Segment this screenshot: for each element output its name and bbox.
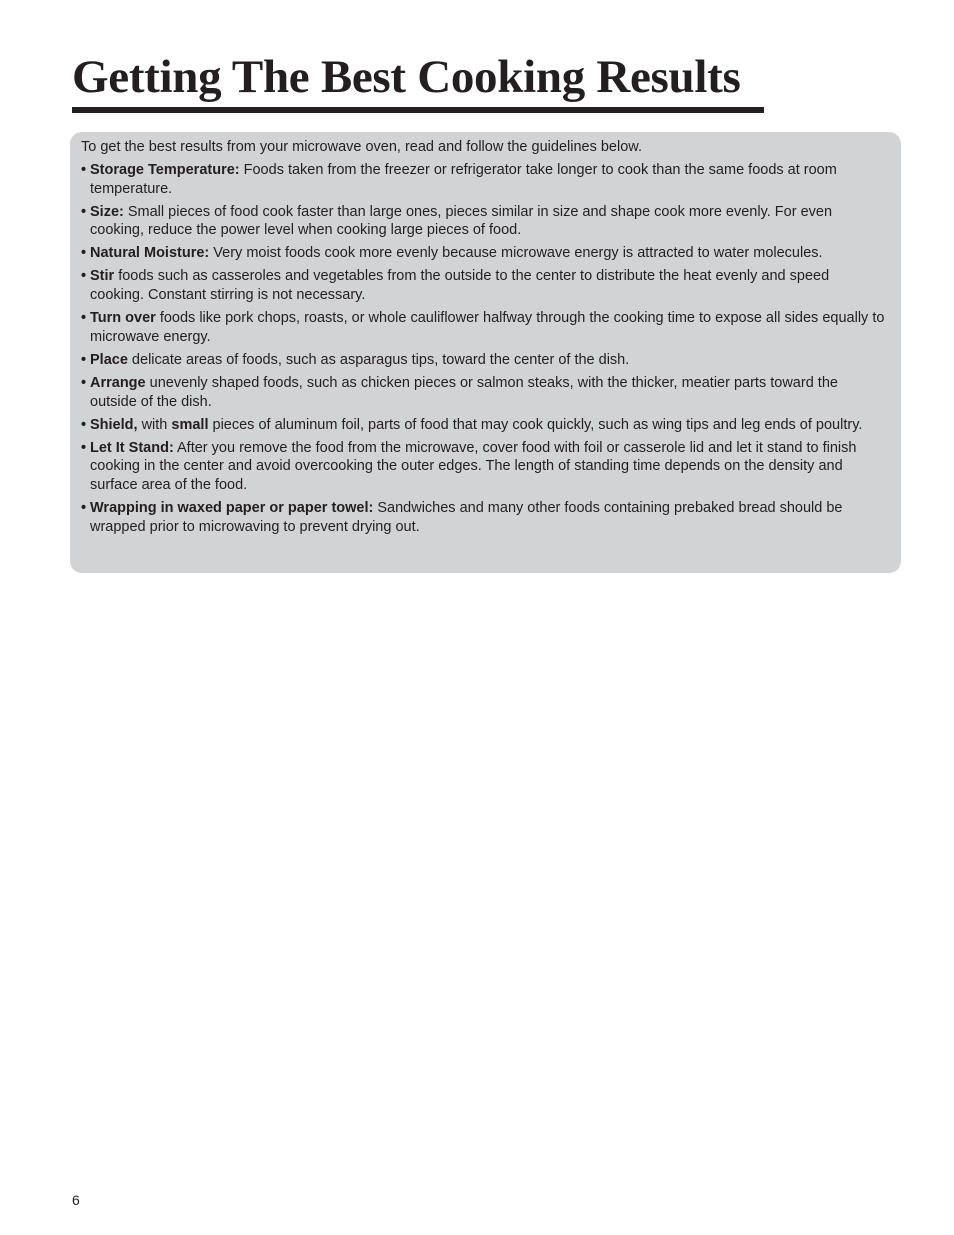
- guideline-text: foods like pork chops, roasts, or whole cauliflower halfway through the cooking time to expose all sides equally to microwave energy.: [90, 310, 885, 345]
- bullet-icon: •: [81, 351, 87, 368]
- guideline-place: [81, 351, 887, 370]
- guideline-text: Small pieces of food cook faster than large ones, pieces similar in size and shape cook more evenly. For even cooking, reduce the power level when cooking large pieces of food.: [90, 203, 833, 239]
- guideline-size: [81, 203, 887, 241]
- guideline-label: Arrange: [90, 374, 146, 391]
- page-number: 6: [72, 1192, 80, 1208]
- guideline-connector: with: [137, 416, 172, 433]
- guideline-label: Let It Stand:: [90, 439, 174, 456]
- guideline-label: Stir: [90, 268, 115, 285]
- guideline-shield: [81, 416, 887, 435]
- intro-text: To get the best results from your microwave oven, read and follow the guidelines below.: [81, 139, 642, 155]
- guideline-label: Size:: [90, 203, 124, 220]
- page-title: Getting The Best Cooking Results: [72, 51, 741, 103]
- guidelines-panel: [70, 132, 901, 573]
- guideline-text: After you remove the food from the microwave, cover food with foil or casserole lid and let it stand to finish cooking in the center and avoid overcooking the outer edges. The length of standing time depends on the density and surface area of the food.: [90, 439, 857, 494]
- bullet-icon: •: [81, 245, 87, 262]
- guideline-text: delicate areas of foods, such as asparagus tips, toward the center of the dish.: [127, 351, 630, 368]
- guideline-label: Wrapping in waxed paper or paper towel:: [90, 500, 374, 517]
- bullet-icon: •: [81, 161, 87, 178]
- guideline-label: Natural Moisture:: [90, 245, 210, 262]
- guideline-natural-moisture: [81, 244, 887, 263]
- guideline-text: foods such as casseroles and vegetables from the outside to the center to distribute the heat evenly and speed cooking. Constant stirring is not necessary.: [90, 268, 830, 304]
- guideline-label: Place: [90, 351, 128, 368]
- guideline-turn-over: [81, 309, 887, 347]
- guideline-label: Storage Temperature:: [90, 161, 240, 178]
- bullet-icon: •: [81, 439, 87, 456]
- guideline-text: Sandwiches and many other foods containing prebaked bread should be wrapped prior to microwaving to prevent drying out.: [90, 500, 843, 536]
- guideline-let-it-stand: [81, 439, 887, 495]
- guideline-label: Shield,: [90, 416, 138, 433]
- guideline-arrange: [81, 374, 887, 412]
- bullet-icon: •: [81, 203, 87, 220]
- guideline-storage-temperature: [81, 161, 887, 199]
- bullet-icon: •: [81, 416, 87, 433]
- guideline-text: pieces of aluminum foil, parts of food that may cook quickly, such as wing tips and leg ends of poultry.: [208, 416, 863, 433]
- guideline-stir: [81, 267, 887, 305]
- bullet-icon: •: [81, 500, 87, 517]
- bullet-icon: •: [81, 374, 87, 391]
- guideline-label: Turn over: [90, 310, 156, 327]
- guideline-list: [81, 161, 887, 537]
- bullet-icon: •: [81, 268, 87, 285]
- bullet-icon: •: [81, 310, 87, 327]
- guideline-wrapping: [81, 499, 887, 537]
- guideline-label-secondary: small: [171, 416, 209, 433]
- guideline-text: Very moist foods cook more evenly because microwave energy is attracted to water molecules.: [209, 245, 823, 262]
- title-underline-rule: [72, 107, 764, 113]
- guideline-text: Foods taken from the freezer or refrigerator take longer to cook than the same foods at room temperature.: [90, 161, 837, 197]
- guideline-text: unevenly shaped foods, such as chicken pieces or salmon steaks, with the thicker, meatier parts toward the outside of the dish.: [90, 374, 838, 410]
